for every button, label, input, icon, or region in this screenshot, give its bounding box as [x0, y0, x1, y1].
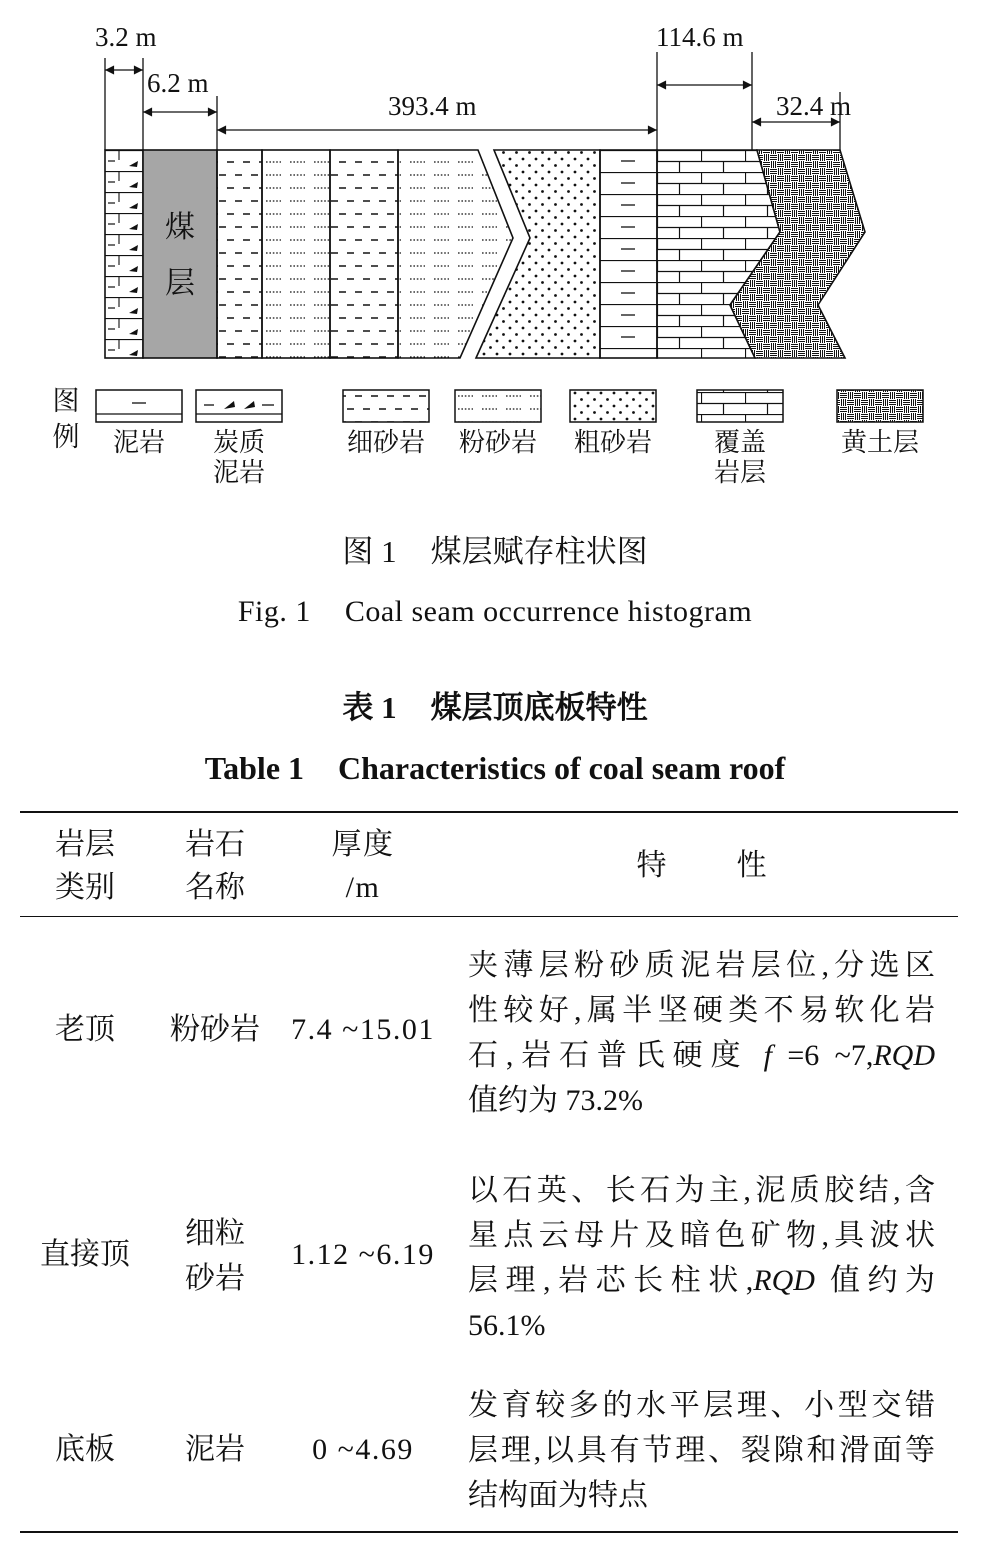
row-2-category: 直接顶 [40, 1238, 130, 1271]
legend-title-2: 例 [52, 422, 80, 452]
coal-seam-column-diagram [0, 0, 990, 500]
legend-label-loess: 黄土层 [840, 428, 920, 457]
row-1-properties-line-1: 夹薄层粉砂质泥岩层位,分选区 [468, 949, 935, 982]
row-1-thickness: 7.4 ~15.01 [291, 1013, 435, 1046]
legend-swatch-carbonaceous-mudstone [196, 390, 282, 422]
layer-siltstone [262, 150, 330, 358]
coal-seam-label-2: 层 [165, 267, 195, 300]
legend-label-overlying-2: 岩层 [713, 458, 767, 487]
row-2-properties-line-1: 以石英、长石为主,泥质胶结,含 [468, 1174, 935, 1207]
legend-swatch-coarse-sandstone [570, 390, 656, 422]
legend-title-1: 图 [52, 386, 80, 416]
row-3-properties-line-3: 结构面为特点 [468, 1479, 648, 1512]
row-3-properties-line-1: 发育较多的水平层理、小型交错 [468, 1389, 935, 1422]
table-caption-label: 表 1 [342, 690, 397, 725]
table-caption [0, 686, 990, 730]
dim-label-sandstone: 393.4 m [388, 91, 477, 121]
row-1-line-3-part-1: 石,岩石普氏硬度 [468, 1039, 764, 1072]
layer-fine-sandstone-1 [217, 150, 262, 358]
legend-swatch-mudstone [96, 390, 182, 422]
header-thickness-1: 厚度 [331, 828, 395, 861]
row-3-properties-line-2: 层理,以具有节理、裂隙和滑面等 [468, 1434, 935, 1467]
layer-coal-seam [143, 150, 217, 358]
row-2-thickness: 1.12 ~6.19 [291, 1238, 435, 1271]
legend-swatch-siltstone [455, 390, 541, 422]
dim-label-bottom-mudstone: 3.2 m [95, 22, 157, 52]
legend-swatch-fine-sandstone [343, 390, 429, 422]
legend [53, 386, 924, 487]
legend-label-carbonaceous-2: 泥岩 [212, 458, 266, 487]
header-thickness-2: /m [345, 871, 381, 904]
row-2-line-3-part-3: 值约为 [814, 1264, 935, 1297]
table-caption-en-title: Characteristics of coal seam roof [338, 750, 786, 786]
row-3-thickness: 0 ~4.69 [312, 1433, 414, 1466]
legend-label-mudstone: 泥岩 [112, 428, 166, 457]
row-1-properties-line-3 [468, 1033, 935, 1078]
row-1-category: 老顶 [55, 1013, 115, 1046]
figure-caption [0, 530, 990, 574]
row-1-rock: 粉砂岩 [170, 1013, 260, 1046]
figure-caption-en [0, 590, 990, 634]
header-rock-1: 岩石 [185, 828, 245, 861]
header-properties [468, 844, 935, 888]
figure-caption-label: 图 1 [342, 534, 397, 569]
row-2-line-3-part-1: 层理,岩芯长柱状, [468, 1264, 754, 1297]
dim-label-coal-seam: 6.2 m [147, 68, 209, 98]
legend-swatch-loess [837, 390, 923, 422]
row-3-category: 底板 [55, 1433, 115, 1466]
legend-label-overlying-1: 覆盖 [713, 428, 767, 457]
header-properties-text: 特性 [636, 849, 837, 882]
row-2-line-3-part-2: RQD [753, 1264, 815, 1297]
dim-label-overlying: 114.6 m [656, 22, 744, 52]
coal-seam-label-1: 煤 [165, 211, 195, 244]
row-2-properties-line-3 [468, 1258, 935, 1303]
table-caption-title: 煤层顶底板特性 [430, 690, 648, 725]
row-2-properties-line-4: 56.1% [468, 1309, 546, 1342]
figure-caption-en-title: Coal seam occurrence histogram [344, 595, 753, 628]
row-1-line-3-part-4: RQD [873, 1039, 935, 1072]
legend-label-fine-sandstone: 细砂岩 [346, 428, 426, 457]
dim-label-loess: 32.4 m [776, 91, 852, 121]
strata-column [105, 150, 865, 358]
table-caption-en-label: Table 1 [204, 750, 305, 786]
table-caption-en [0, 746, 990, 790]
header-rock-2: 名称 [185, 871, 245, 904]
table-top-rule [20, 811, 958, 813]
row-1-line-3-part-3: =6 ~7, [772, 1039, 874, 1072]
layer-fine-sandstone-2 [330, 150, 398, 358]
legend-label-coarse-sandstone: 粗砂岩 [573, 428, 653, 457]
header-category-1: 岩层 [55, 828, 115, 861]
row-1-properties-line-2: 性较好,属半坚硬类不易软化岩 [468, 994, 935, 1027]
row-1-line-3-part-2: f [763, 1039, 772, 1072]
layer-carbonaceous-mudstone [105, 150, 143, 358]
figure-caption-title: 煤层赋存柱状图 [430, 534, 648, 569]
legend-label-siltstone: 粉砂岩 [458, 428, 538, 457]
legend-swatch-overlying-strata [697, 390, 783, 422]
figure-caption-en-label: Fig. 1 [237, 595, 311, 628]
table-header-rule [20, 916, 958, 917]
row-3-rock: 泥岩 [185, 1433, 245, 1466]
legend-label-carbonaceous-1: 炭质 [212, 428, 266, 457]
row-1-properties-line-4: 值约为 73.2% [468, 1084, 643, 1117]
layer-mudstone [600, 150, 657, 358]
row-2-rock-1: 细粒 [185, 1217, 245, 1250]
table-bottom-rule [20, 1531, 958, 1533]
row-2-properties-line-2: 星点云母片及暗色矿物,具波状 [468, 1219, 935, 1252]
row-2-rock-2: 砂岩 [185, 1262, 245, 1295]
header-category-2: 类别 [55, 871, 115, 904]
